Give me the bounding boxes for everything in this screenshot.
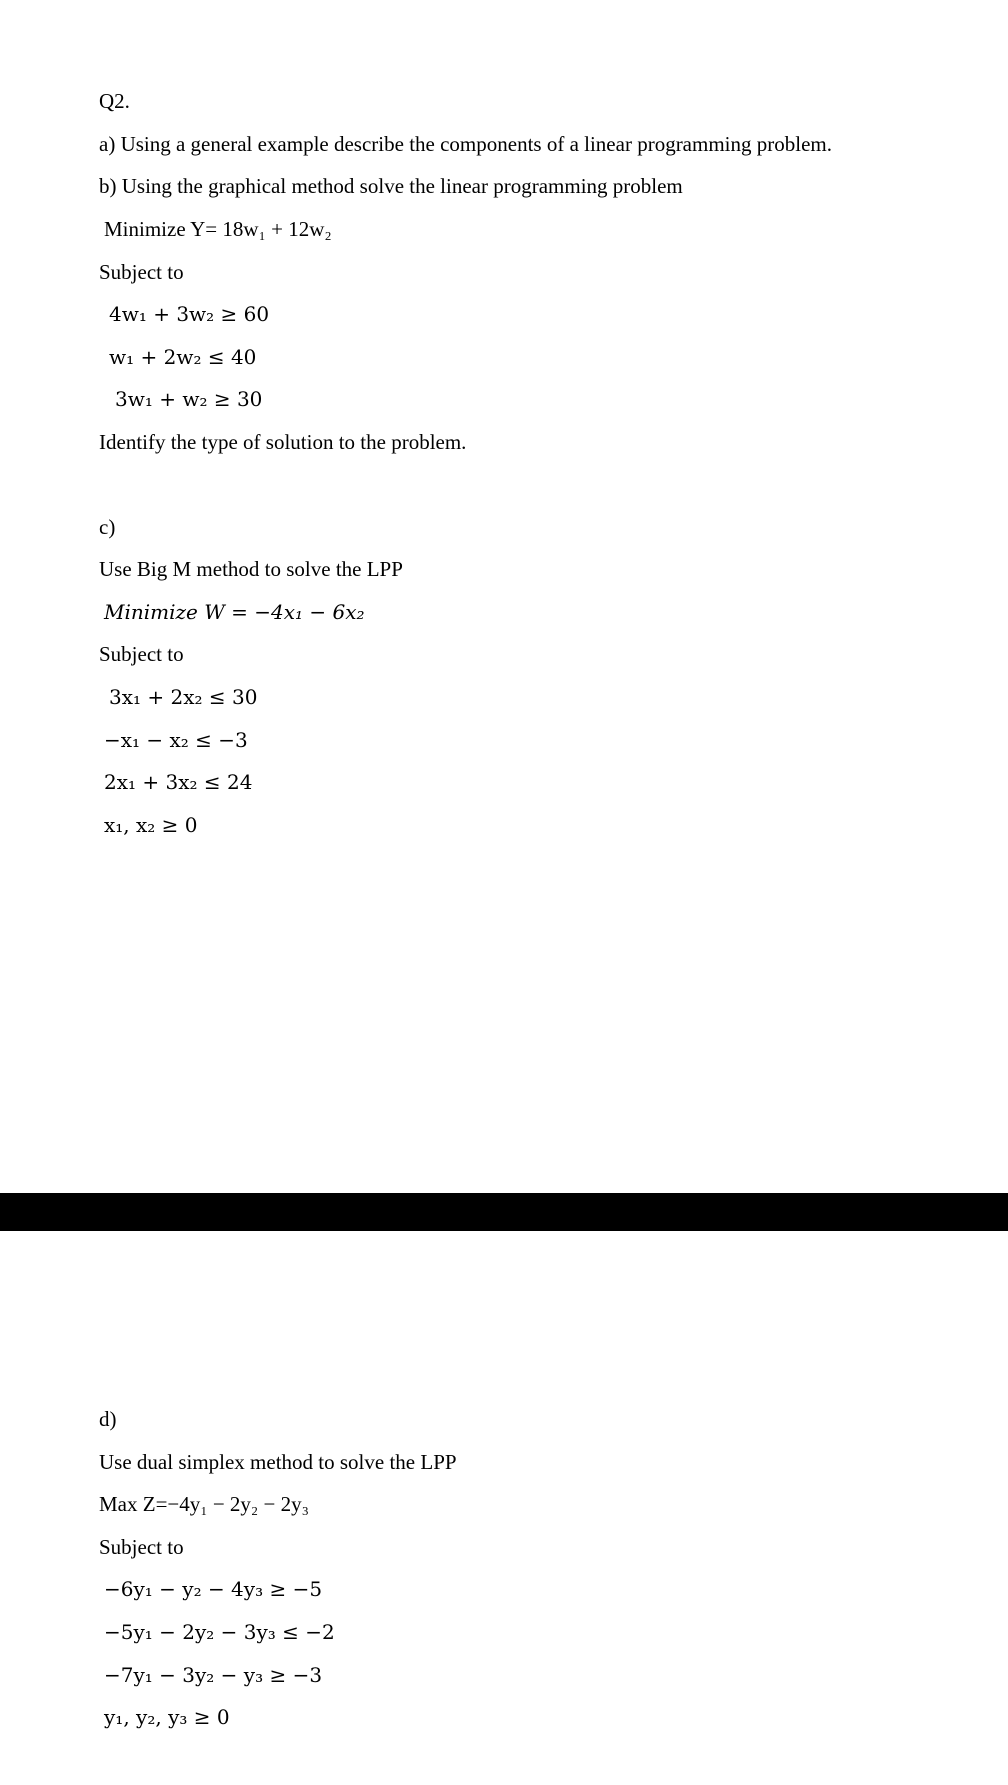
part-d-nonnegativity: y₁, y₂, y₃ ≥ 0 xyxy=(104,1705,230,1729)
part-c-objective: Minimize W = −4x₁ − 6x₂ xyxy=(104,600,365,624)
part-c-label: c) xyxy=(99,515,116,539)
part-b-intro: b) Using the graphical method solve the linear programming problem xyxy=(99,174,683,198)
part-b-constraint-1: 4w₁ + 3w₂ ≥ 60 xyxy=(109,302,270,326)
black-divider-bar xyxy=(0,1193,1008,1231)
part-d-label: d) xyxy=(99,1407,117,1431)
part-a-text: a) Using a general example describe the components of a linear programming problem. xyxy=(99,132,832,156)
part-d-objective: Max Z=−4y₁ − 2y₂ − 2y₃ xyxy=(99,1492,309,1516)
part-b-subject-to: Subject to xyxy=(99,260,184,284)
part-c-constraint-2: −x₁ − x₂ ≤ −3 xyxy=(104,728,248,752)
part-b-objective: Minimize Y= 18w₁ + 12w₂ xyxy=(104,217,332,241)
part-b-identify: Identify the type of solution to the problem. xyxy=(99,430,467,454)
part-d-intro: Use dual simplex method to solve the LPP xyxy=(99,1450,457,1474)
part-b-constraint-3: 3w₁ + w₂ ≥ 30 xyxy=(115,387,263,411)
part-c-intro: Use Big M method to solve the LPP xyxy=(99,557,403,581)
part-d-subject-to: Subject to xyxy=(99,1535,184,1559)
part-c-constraint-3: 2x₁ + 3x₂ ≤ 24 xyxy=(104,770,253,794)
part-c-constraint-1: 3x₁ + 2x₂ ≤ 30 xyxy=(109,685,258,709)
part-d-constraint-2: −5y₁ − 2y₂ − 3y₃ ≤ −2 xyxy=(104,1620,335,1644)
question-heading: Q2. xyxy=(99,89,130,113)
part-c-nonnegativity: x₁, x₂ ≥ 0 xyxy=(104,813,198,837)
part-d-constraint-1: −6y₁ − y₂ − 4y₃ ≥ −5 xyxy=(104,1577,323,1601)
part-c-subject-to: Subject to xyxy=(99,642,184,666)
part-b-constraint-2: w₁ + 2w₂ ≤ 40 xyxy=(109,345,257,369)
part-d-constraint-3: −7y₁ − 3y₂ − y₃ ≥ −3 xyxy=(104,1663,323,1687)
